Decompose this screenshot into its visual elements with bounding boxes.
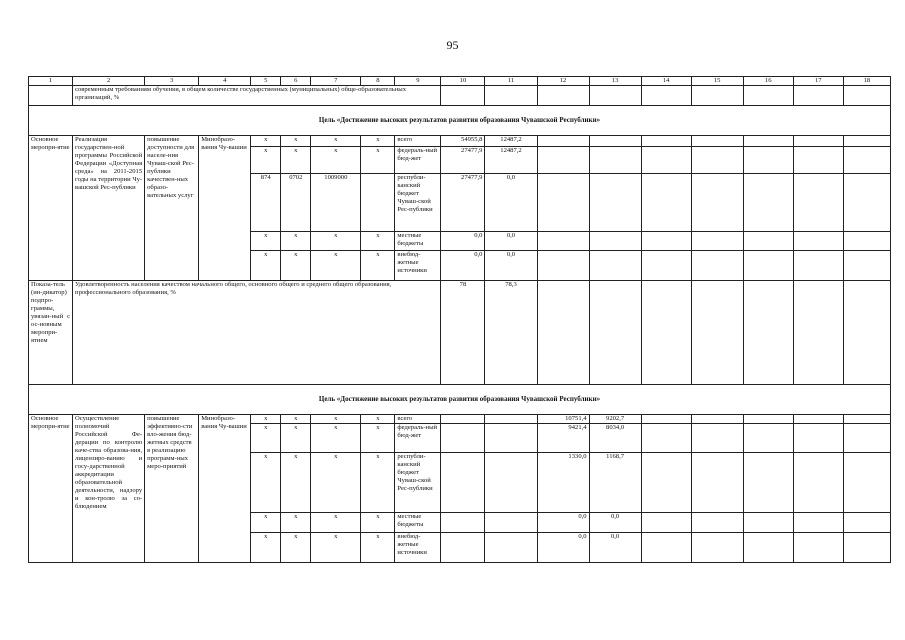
funding-source: местные бюджеты bbox=[395, 232, 441, 251]
rzpr-code: x bbox=[281, 251, 311, 281]
grbs-code: x bbox=[251, 251, 281, 281]
indicator-row bbox=[29, 281, 891, 385]
column-number: 13 bbox=[589, 77, 641, 86]
rzpr-code: x bbox=[281, 424, 311, 453]
activity-name: Осуществление полномочий Российской Фе-дерации по контролю каче-ства образова-ния, лицензиро-ванию и госу-дарственной аккредитации образовательной деятельности, надзору и кон-тролю за со-блюдением bbox=[73, 415, 145, 563]
column-number: 10 bbox=[441, 77, 485, 86]
rzpr-code: x bbox=[281, 513, 311, 533]
funding-source: местные бюджеты bbox=[395, 513, 441, 533]
vr-code: x bbox=[361, 424, 395, 453]
column-number-row bbox=[29, 77, 891, 86]
column-number: 15 bbox=[691, 77, 743, 86]
rzpr-code: 0702 bbox=[281, 174, 311, 232]
funding-source: внебюд-жетные источники bbox=[395, 251, 441, 281]
responsible-executor: Минобразо-вания Чу-вашии bbox=[199, 415, 251, 563]
value-2016: 0,0 bbox=[537, 513, 589, 533]
table-row bbox=[29, 415, 891, 424]
rzpr-code: x bbox=[281, 136, 311, 147]
funding-source: всего bbox=[395, 136, 441, 147]
funding-source: федераль-ный бюд-жет bbox=[395, 147, 441, 174]
value-2016: 0,0 bbox=[537, 533, 589, 563]
column-number: 16 bbox=[743, 77, 793, 86]
value-2017: 8034,0 bbox=[589, 424, 641, 453]
rzpr-code: x bbox=[281, 533, 311, 563]
value-2015: 12487,2 bbox=[485, 147, 537, 174]
vr-code: x bbox=[361, 232, 395, 251]
goal-heading: Цель «Достижение высоких результатов развития образования Чувашской Республики» bbox=[29, 106, 891, 136]
value-2014: 0,0 bbox=[441, 232, 485, 251]
indicator-label: Показа-тель (ин-дикатор) подпро-граммы, увязан-ный с ос-новным меропри-ятием bbox=[29, 281, 73, 385]
activity-goal: повышение доступности для населе-ния Чуваш-ской Рес-публики качествен-ных образо-вательных услуг bbox=[145, 136, 199, 281]
column-number: 4 bbox=[199, 77, 251, 86]
column-number: 8 bbox=[361, 77, 395, 86]
value-2015: 78,3 bbox=[485, 281, 537, 385]
csr-code: x bbox=[311, 513, 361, 533]
indicator-text: современным требованиям обучения, в общем количестве государственных (муниципальных) обще-образовательных организаций, % bbox=[73, 86, 441, 106]
column-number: 11 bbox=[485, 77, 537, 86]
value-2017: 9202,7 bbox=[589, 415, 641, 424]
funding-source: республи-канский бюджет Чуваш-ской Рес-публики bbox=[395, 174, 441, 232]
value-2014: 78 bbox=[441, 281, 485, 385]
column-number: 6 bbox=[281, 77, 311, 86]
table-row bbox=[29, 136, 891, 147]
value-2014: 27477,9 bbox=[441, 174, 485, 232]
value-2016: 1330,0 bbox=[537, 453, 589, 513]
value-2015: 0,0 bbox=[485, 251, 537, 281]
funding-source: федераль-ный бюд-жет bbox=[395, 424, 441, 453]
indicator-text: Удовлетворенность населения качеством начального общего, основного общего и среднего общего образования, профессионального образования, % bbox=[73, 281, 441, 385]
grbs-code: x bbox=[251, 147, 281, 174]
grbs-code: x bbox=[251, 533, 281, 563]
value-2016: 10751,4 bbox=[537, 415, 589, 424]
responsible-executor: Минобразо-вания Чу-вашии bbox=[199, 136, 251, 281]
column-number: 3 bbox=[145, 77, 199, 86]
value-2014: 27477,9 bbox=[441, 147, 485, 174]
goal-row bbox=[29, 385, 891, 415]
value-2016: 9421,4 bbox=[537, 424, 589, 453]
csr-code: x bbox=[311, 424, 361, 453]
column-number: 18 bbox=[843, 77, 890, 86]
grbs-code: x bbox=[251, 424, 281, 453]
csr-code: x bbox=[311, 415, 361, 424]
grbs-code: x bbox=[251, 415, 281, 424]
grbs-code: x bbox=[251, 453, 281, 513]
grbs-code: 874 bbox=[251, 174, 281, 232]
csr-code: x bbox=[311, 251, 361, 281]
rzpr-code: x bbox=[281, 147, 311, 174]
activity-type: Основное меропри-ятие bbox=[29, 136, 73, 281]
funding-source: всего bbox=[395, 415, 441, 424]
value-2015: 12487,2 bbox=[485, 136, 537, 147]
value-2015: 0,0 bbox=[485, 232, 537, 251]
column-number: 2 bbox=[73, 77, 145, 86]
vr-code: x bbox=[361, 147, 395, 174]
goal-heading: Цель «Достижение высоких результатов развития образования Чувашской Республики» bbox=[29, 385, 891, 415]
vr-code: x bbox=[361, 415, 395, 424]
vr-code: x bbox=[361, 513, 395, 533]
csr-code: x bbox=[311, 147, 361, 174]
csr-code: x bbox=[311, 453, 361, 513]
goal-row bbox=[29, 106, 891, 136]
value-2017: 1168,7 bbox=[589, 453, 641, 513]
column-number: 1 bbox=[29, 77, 73, 86]
grbs-code: x bbox=[251, 513, 281, 533]
csr-code: x bbox=[311, 232, 361, 251]
column-number: 9 bbox=[395, 77, 441, 86]
value-2014: 54955,8 bbox=[441, 136, 485, 147]
column-number: 17 bbox=[793, 77, 843, 86]
value-2017: 0,0 bbox=[589, 513, 641, 533]
rzpr-code: x bbox=[281, 232, 311, 251]
activity-goal: повышение эффективно-сти вло-жения бюд-жетных средств в реализацию программ-ных меро-приятий bbox=[145, 415, 199, 563]
grbs-code: x bbox=[251, 136, 281, 147]
column-number: 5 bbox=[251, 77, 281, 86]
funding-source: республи-канский бюджет Чуваш-ской Рес-публики bbox=[395, 453, 441, 513]
vr-code: x bbox=[361, 251, 395, 281]
activity-type: Основное меропри-ятие bbox=[29, 415, 73, 563]
csr-code: x bbox=[311, 136, 361, 147]
page-number: 95 bbox=[446, 38, 459, 52]
value-2017: 0,0 bbox=[589, 533, 641, 563]
funding-source: внебюд-жетные источники bbox=[395, 533, 441, 563]
vr-code: x bbox=[361, 533, 395, 563]
vr-code: x bbox=[361, 453, 395, 513]
column-number: 7 bbox=[311, 77, 361, 86]
vr-code bbox=[361, 174, 395, 232]
table-row bbox=[29, 86, 891, 106]
column-number: 14 bbox=[641, 77, 691, 86]
activity-name: Реализация государствен-ной программы Российской Федерации «Доступная среда» на 2011-2015 годы на территории Чу-вашской Рес-публики bbox=[73, 136, 145, 281]
column-number: 12 bbox=[537, 77, 589, 86]
csr-code: x bbox=[311, 533, 361, 563]
rzpr-code: x bbox=[281, 453, 311, 513]
budget-table bbox=[28, 76, 891, 563]
value-2015: 0,0 bbox=[485, 174, 537, 232]
value-2014: 0,0 bbox=[441, 251, 485, 281]
csr-code: 1009000 bbox=[311, 174, 361, 232]
rzpr-code: x bbox=[281, 415, 311, 424]
grbs-code: x bbox=[251, 232, 281, 251]
vr-code: x bbox=[361, 136, 395, 147]
